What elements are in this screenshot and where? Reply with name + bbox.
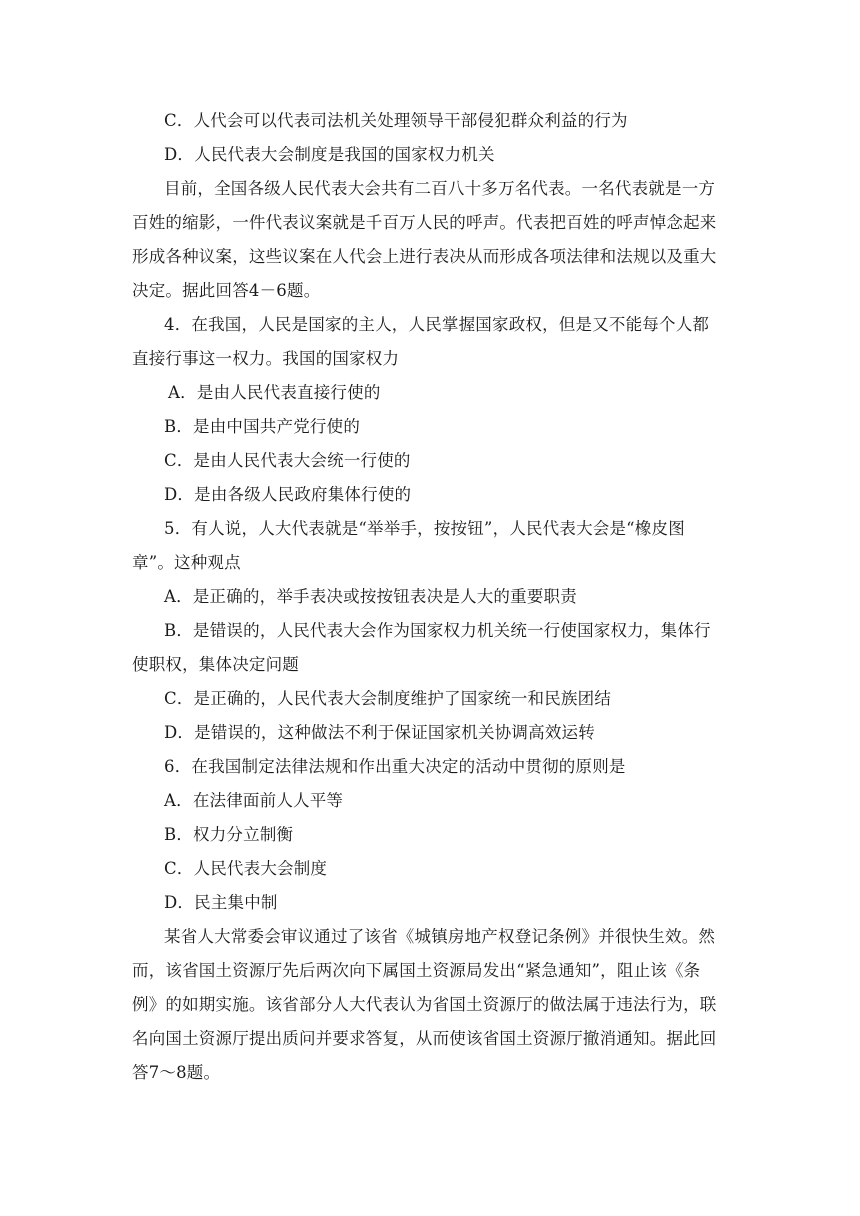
paragraph-line: 答7～8题。 [132, 1063, 221, 1082]
option-line: B．是由中国共产党行使的 [164, 417, 361, 436]
question-line: 4．在我国，人民是国家的主人，人民掌握国家政权，但是又不能每个人都 [164, 315, 710, 334]
question-line: 6．在我国制定法律法规和作出重大决定的活动中贯彻的原则是 [164, 757, 626, 776]
question-line: 5．有人说，人大代表就是“举举手，按按钮”，人民代表大会是“橡皮图 [164, 519, 685, 538]
option-line: A．是正确的，举手表决或按按钮表决是人大的重要职责 [164, 587, 577, 606]
paragraph-line: 决定。据此回答4－6题。 [132, 281, 321, 300]
paragraph-line: 例》的如期实施。该省部分人大代表认为省国土资源厅的做法属于违法行为，联 [132, 995, 717, 1014]
option-line: C．是正确的，人民代表大会制度维护了国家统一和民族团结 [164, 689, 612, 708]
paragraph-line: 形成各种议案，这些议案在人代会上进行表决从而形成各项法律和法规以及重大 [132, 247, 717, 266]
option-line: D．民主集中制 [164, 893, 278, 912]
question-line: 直接行事这一权力。我国的国家权力 [132, 349, 400, 368]
option-line: A．是由人民代表直接行使的 [168, 383, 381, 402]
option-line: D．人民代表大会制度是我国的国家权力机关 [164, 145, 495, 164]
option-line: B．是错误的，人民代表大会作为国家权力机关统一行使国家权力，集体行 [164, 621, 711, 640]
option-line: B．权力分立制衡 [164, 825, 294, 844]
option-line: D．是错误的，这种做法不利于保证国家机关协调高效运转 [164, 723, 595, 742]
paragraph-line: 名向国土资源厅提出质问并要求答复，从而使该省国土资源厅撤消通知。据此回 [132, 1029, 717, 1048]
document-body [132, 104, 742, 1090]
option-line: C．人代会可以代表司法机关处理领导干部侵犯群众利益的行为 [164, 111, 628, 130]
paragraph-line: 某省人大常委会审议通过了该省《城镇房地产权登记条例》并很快生效。然 [164, 927, 716, 946]
option-line: D．是由各级人民政府集体行使的 [164, 485, 412, 504]
option-line: 使职权，集体决定问题 [132, 655, 299, 674]
paragraph-line: 目前，全国各级人民代表大会共有二百八十多万名代表。一名代表就是一方 [164, 179, 716, 198]
paragraph-line: 百姓的缩影，一件代表议案就是千百万人民的呼声。代表把百姓的呼声悼念起来 [132, 213, 717, 232]
option-line: C．是由人民代表大会统一行使的 [164, 451, 411, 470]
option-line: C．人民代表大会制度 [164, 859, 328, 878]
option-line: A．在法律面前人人平等 [164, 791, 344, 810]
paragraph-line: 而，该省国土资源厅先后两次向下属国土资源局发出“紧急通知”，阻止该《条 [132, 961, 701, 980]
question-line: 章”。这种观点 [132, 553, 241, 572]
